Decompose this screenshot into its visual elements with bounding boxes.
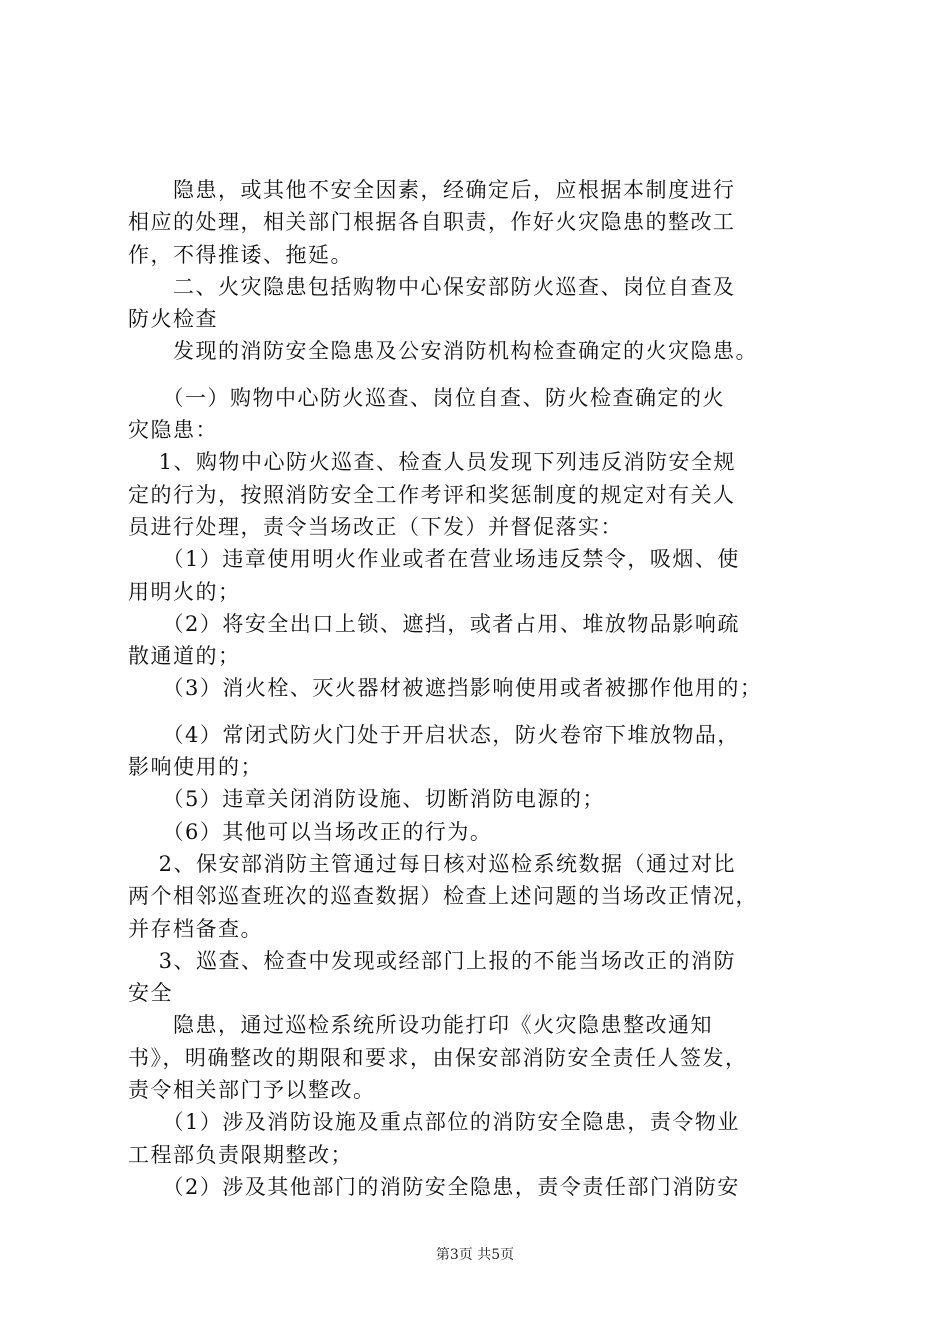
text-line: 员进行处理，责令当场改正（下发）并督促落实： [128, 514, 623, 539]
blank-line [128, 705, 848, 719]
text-line: （3）消火栓、灭火器材被遮挡影响使用或者被挪作他用的； [128, 676, 763, 701]
text-line: 灾隐患： [128, 418, 218, 443]
text-line: 隐患，或其他不安全因素，经确定后，应根据本制度进行 [128, 178, 736, 202]
document-body [128, 174, 848, 1203]
text-line: 安全 [128, 981, 173, 1006]
text-line: 两个相邻巡查班次的巡查数据）检查上述问题的当场改正情况， [128, 884, 758, 909]
text-line: （2）将安全出口上锁、遮挡，或者占用、堆放物品影响疏 [128, 611, 740, 636]
text-line: 散通道的； [128, 644, 241, 669]
text-line: 影响使用的； [128, 755, 263, 780]
text-line: 工程部负责限期整改； [128, 1142, 353, 1167]
text-line: 用明火的； [128, 579, 241, 604]
text-line: （4）常闭式防火门处于开启状态，防火卷帘下堆放物品， [128, 722, 740, 747]
blank-line [128, 368, 848, 382]
text-line: 2、保安部消防主管通过每日核对巡检系统数据（通过对比 [128, 851, 737, 876]
text-line: 3、巡查、检查中发现或经部门上报的不能当场改正的消防 [128, 948, 737, 973]
text-line: 作，不得推诿、拖延。 [128, 242, 353, 267]
text-line: 发现的消防安全隐患及公安消防机构检查确定的火灾隐患。 [128, 339, 758, 364]
text-line: 防火检查 [128, 307, 218, 332]
text-line: 隐患，通过巡检系统所设功能打印《火灾隐患整改通知 [128, 1013, 713, 1038]
text-line: 二、火灾隐患包括购物中心保安部防火巡查、岗位自查及 [128, 274, 736, 299]
text-line: （5）违章关闭消防设施、切断消防电源的； [128, 787, 605, 812]
text-line: 责令相关部门予以整改。 [128, 1078, 376, 1103]
text-line: （1）涉及消防设施及重点部位的消防安全隐患，责令物业 [128, 1110, 740, 1135]
text-line: 相应的处理，相关部门根据各自职责，作好火灾隐患的整改工 [128, 210, 736, 235]
text-line: （1）违章使用明火作业或者在营业场违反禁令，吸烟、使 [128, 547, 740, 572]
text-line: 定的行为，按照消防安全工作考评和奖惩制度的规定对有关人 [128, 482, 736, 507]
text-line: 并存档备查。 [128, 916, 263, 941]
text-line: 1、购物中心防火巡查、检查人员发现下列违反消防安全规 [128, 450, 737, 475]
page-number-footer: 第3页 共5页 [435, 1247, 515, 1263]
text-line: （2）涉及其他部门的消防安全隐患，责令责任部门消防安 [128, 1174, 740, 1199]
text-line: 书》，明确整改的期限和要求，由保安部消防安全责任人签发， [128, 1045, 748, 1070]
text-line: （6）其他可以当场改正的行为。 [128, 819, 493, 844]
text-line: （一）购物中心防火巡查、岗位自查、防火检查确定的火 [128, 385, 725, 410]
